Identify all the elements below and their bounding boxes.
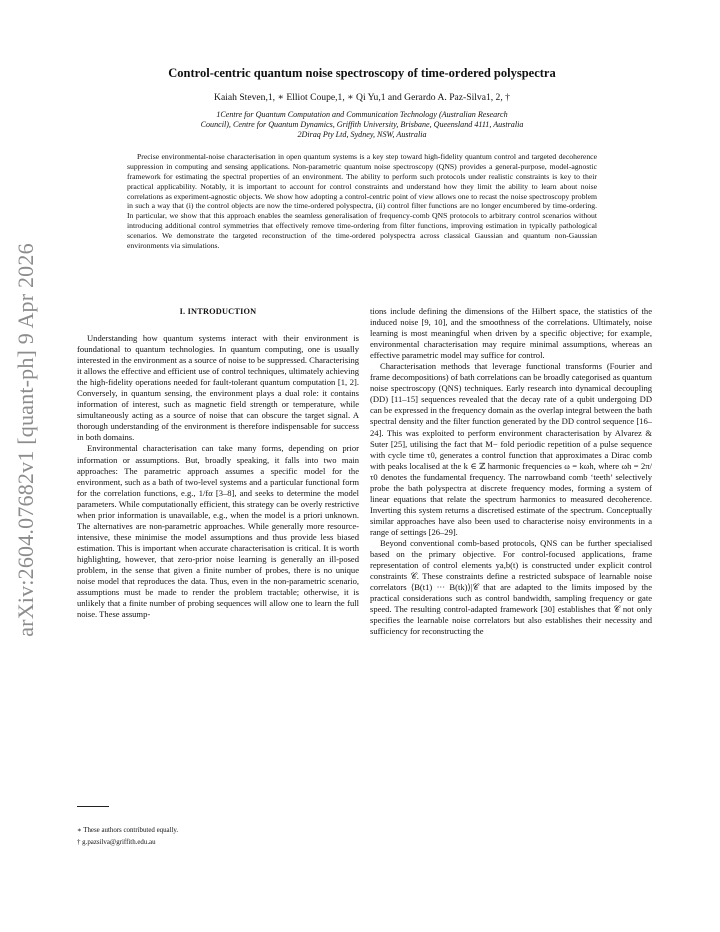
- paragraph: Understanding how quantum systems interact with their environment is foundational to quantum technologies. In quantum computing, one is usually interested in the environment as a source of noise to be suppressed. Characterising it allows the effective and efficient use of control techniques, ultimately achieving the high-fidelity operations needed for fault-tolerant quantum computation [1, 2]. Conversely, in quantum sensing, the environment plays a dual role: it contains information of interest, such as magnetic field strength or temperature, while simultaneously acting as a source of noise that can obscure the target signal. A thorough understanding of the environment is therefore indispensable for success in both domains.: [77, 333, 359, 443]
- author-list: Kaiah Steven,1, ∗ Elliot Coupe,1, ∗ Qi Yu,1 and Gerardo A. Paz-Silva1, 2, †: [214, 92, 510, 103]
- paragraph: tions include defining the dimensions of the Hilbert space, the statistics of the induced noise [9, 10], and the smoothness of the correlations. Ultimately, noise learning is most meaningful when driven by a specific objective; for example, environmental characterisation may require minimal assumptions, whereas an effective parametric model may suffice for control.: [370, 306, 652, 361]
- arxiv-stamp: arXiv:2604.07682v1 [quant-ph] 9 Apr 2026: [13, 243, 38, 637]
- paper-title: Control-centric quantum noise spectroscopy of time-ordered polyspectra: [168, 66, 556, 80]
- affiliations: [90, 110, 634, 141]
- paragraph: Characterisation methods that leverage functional transforms (Fourier and frame decompositions) of bath correlations can be broadly categorised as quantum noise spectroscopy (QNS) techniques. Early research into dynamical decoupling (DD) [11–15] sequences revealed that the decay rate of a qubit undergoing DD can be expressed in the frequency domain as the overlap integral between the bath spectral density and the filter function generated by the DD control sequence [16–24]. This was exploited to perform environment characterisation by Alvarez & Suter [25], utilising the fact that M− fold periodic repetition of a pulse sequence with cycle time τ0, generates a control function that approximates a Dirac comb with peaks localised at the k ∈ ℤ harmonic frequencies ω = kωh, where ωh = 2π/τ0 denotes the fundamental frequency. The narrowband comb ‘teeth’ selectively probe the bath polyspectra at discrete frequency modes, forming a system of linear equations that relate the spectrum harmonics to measured decoherence. Inverting this system returns a discretised estimate of the spectrum. Conceptually similar approaches have also been used to characterise noisy environments in a range of settings [26–29].: [370, 361, 652, 537]
- footnote: ∗ These authors contributed equally.: [77, 827, 179, 834]
- footnote-divider: [77, 806, 109, 807]
- affiliation-line: 2Diraq Pty Ltd, Sydney, NSW, Australia: [297, 130, 427, 140]
- affiliation-line: 1Centre for Quantum Computation and Communication Technology (Australian Research: [216, 110, 508, 119]
- left-column: [77, 333, 359, 620]
- section-heading: I. INTRODUCTION: [179, 307, 257, 316]
- right-column: [370, 306, 652, 637]
- paragraph: Environmental characterisation can take many forms, depending on prior information or assumptions. But, broadly speaking, it falls into two main approaches: The parametric approach assumes a specific model for the environment, such as a bath of two-level systems and a particular functional form for the correlation functions, e.g., 1/fα [3–8], and seeks to determine the model parameters. While computationally efficient, this strategy can be overly restrictive when prior information is unavailable, e.g., when the model is a priori unknown. The alternatives are non-parametric approaches. While generally more resource-intensive, these minimise the model assumptions and thus provide less biased estimation. This is important when accurate characterisation is critical. It is worth highlighting, however, that zero-prior noise learning is generally an ill-posed problem, in the sense that given a finite number of probes, there is no unique noise model that reproduces the data. Thus, even in the non-parametric scenario, assumptions must be made to render the problem tractable; otherwise, it is unlikely that a finite number of probing sequences will allow one to learn the full noise. These assump-: [77, 443, 359, 620]
- paragraph: Beyond conventional comb-based protocols, QNS can be further specialised based on the primary objective. For control-focused applications, frame representation of control elements ya,b(t) is constructed under explicit control constraints 𝒞. These constraints define a restricted subspace of learnable noise correlators ⟨B(t1) ··· B(tk)⟩|𝒞 that are adapted to the limits imposed by the practical considerations such as control bandwidth, sampling frequency or gate speed. The resulting control-adapted framework [30] establishes that 𝒞 not only specifies the learnable noise correlators but also establishes their necessity and sufficiency for reconstructing the: [370, 537, 652, 637]
- affiliation-line: Council), Centre for Quantum Dynamics, Griffith University, Brisbane, Queensland 4111, Australia: [200, 120, 524, 130]
- abstract: Precise environmental-noise characterisation in open quantum systems is a key step toward high-fidelity quantum control and targeted decoherence suppression in computing and sensing applications. Non-parametric quantum noise spectroscopy (QNS) provides a general-purpose, model-agnostic framework for estimating the spectral properties of an environment. The ability to perform such protocols under realistic constraints is key to their practical applicability. Notably, it is important to account for control constraints and understand how they limit the ability to learn about noise correlations as experiment-agnostic objects. We show how adopting a control-centric point of view allows one to recast the noise spectroscopy problem in such a way that (i) the control objects are now the time-ordered polyspectra, (ii) control filter functions are no longer encumbered by time-ordering. In particular, we show that this approach enables the seamless generalisation of frequency-comb QNS protocols to arbitrary control scenarios without introducing additional control symmetries that effectively remove time-ordering from filter functions, improving estimation in typically pathological scenarios. We demonstrate the targeted reconstruction of the time-ordered polyspectra across classical Gaussian and quantum non-Gaussian environments via simulations.: [127, 152, 597, 250]
- footnote-email: † g.pazsilva@griffith.edu.au: [77, 839, 156, 846]
